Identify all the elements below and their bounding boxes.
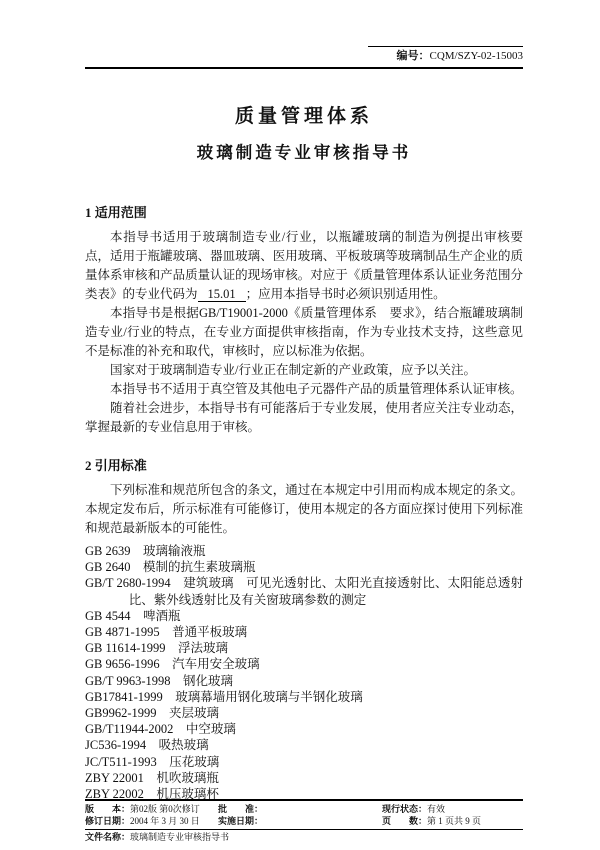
doc-number-value: CQM/SZY-02-15003 — [429, 50, 523, 62]
standard-item: GB/T 9963-1998 钢化玻璃 — [85, 673, 234, 688]
standard-item: GB 4544 啤酒瓶 — [85, 608, 181, 623]
footer-pages-label: 页 数： — [382, 816, 428, 826]
footer-impl-date — [218, 816, 382, 827]
standard-item: ZBY 22001 机吹玻璃瓶 — [85, 770, 219, 785]
footer-version-value: 第02版 第0次修订 — [130, 804, 200, 814]
paragraph-text: 本指导书适用于玻璃制造专业/行业，以瓶罐玻璃的制造为例提出审核要点，适用于瓶罐玻璃、器皿玻璃、医用玻璃、平板玻璃等玻璃制品生产企业的质量体系审核和产品质量认证的现场审核。对应于《质量管理体系认证业务范围分类表》的专业代码为 — [85, 230, 523, 301]
footer-version-label: 版 本： — [85, 804, 131, 814]
document-header — [85, 46, 523, 69]
footer-revision-date-value: 2004 年 3 月 30 日 — [130, 816, 200, 826]
paragraph: 随着社会进步，本指导书有可能落后于专业发展，使用者应关注专业动态，掌握最新的专业信息用于审核。 — [85, 401, 523, 434]
footer-impl-date-label: 实施日期： — [218, 816, 264, 826]
footer-revision-date — [85, 816, 218, 827]
footer-status-value: 有效 — [427, 804, 446, 814]
header-rule — [85, 67, 523, 69]
document-title-line1: 质量管理体系 — [234, 106, 373, 127]
footer-pages — [382, 816, 523, 827]
standard-item: GB17841-1999 玻璃幕墙用钢化玻璃与半钢化玻璃 — [85, 689, 363, 704]
standard-item: GB/T 2680-1994 建筑玻璃 可见光透射比、太阳光直接透射比、太阳能总透射比、紫外线透射比及有关窗玻璃参数的测定 — [85, 576, 523, 607]
footer-filename — [85, 830, 523, 843]
footer-filename-value: 玻璃制造专业审核指导书 — [130, 832, 230, 842]
standard-item: GB 2639 玻璃输液瓶 — [85, 544, 206, 558]
footer-filename-label: 文件名称： — [85, 832, 131, 842]
paragraph: 下列标准和规范所包含的条文，通过在本规定中引用而构成本规定的条文。本规定发布后，所示标准有可能修订，使用本规定的各方面应探讨使用下列标准和规范最新版本的可能性。 — [85, 483, 523, 535]
footer-pages-value: 第 1 页共 9 页 — [427, 816, 482, 826]
standard-item: JC536-1994 吸热玻璃 — [85, 738, 209, 753]
doc-number-label: 编号： — [396, 50, 430, 62]
paragraph-text: ；应用本指导书时必须识别适用性。 — [245, 287, 446, 301]
footer-version — [85, 804, 218, 815]
paragraph: 本指导书不适用于真空管及其他电子元器件产品的质量管理体系认证审核。 — [110, 382, 523, 396]
footer-grid — [85, 801, 523, 829]
document-title-line2: 玻璃制造专业审核指导书 — [196, 143, 412, 162]
standard-item: ZBY 22002 机压玻璃杯 — [85, 787, 219, 802]
paragraph — [85, 228, 523, 304]
paragraph: 本指导书是根据GB/T19001-2000《质量管理体系 要求》，结合瓶罐玻璃制造专业/行业的特点，在专业方面提供审核指南，作为专业技术支持，这些意见不是标准的补充和取代，审核时，应以标准为依据。 — [85, 306, 523, 358]
underlined-code: 15.01 — [198, 287, 246, 302]
standard-item: GB 9656-1996 汽车用安全玻璃 — [85, 657, 260, 672]
standard-item: GB 2640 模制的抗生素玻璃瓶 — [85, 560, 256, 575]
paragraph: 国家对于玻璃制造专业/行业正在制定新的产业政策，应予以关注。 — [110, 363, 476, 377]
standards-list — [85, 543, 523, 802]
doc-number — [85, 47, 523, 67]
footer-status-label: 现行状态： — [382, 804, 428, 814]
section-1-heading: 1 适用范围 — [85, 205, 147, 220]
standard-item: GB/T11944-2002 中空玻璃 — [85, 722, 236, 737]
standard-item: JC/T511-1993 压花玻璃 — [85, 754, 220, 769]
footer-status — [382, 804, 523, 815]
document-footer — [85, 799, 523, 843]
section-2-heading: 2 引用标准 — [85, 458, 147, 473]
footer-approve-label: 批 准： — [218, 804, 264, 814]
footer-revision-date-label: 修订日期： — [85, 816, 131, 826]
standard-item: GB9962-1999 夹层玻璃 — [85, 706, 220, 721]
standard-item: GB 11614-1999 浮法玻璃 — [85, 641, 228, 656]
footer-approve — [218, 804, 382, 815]
standard-item: GB 4871-1995 普通平板玻璃 — [85, 625, 248, 640]
